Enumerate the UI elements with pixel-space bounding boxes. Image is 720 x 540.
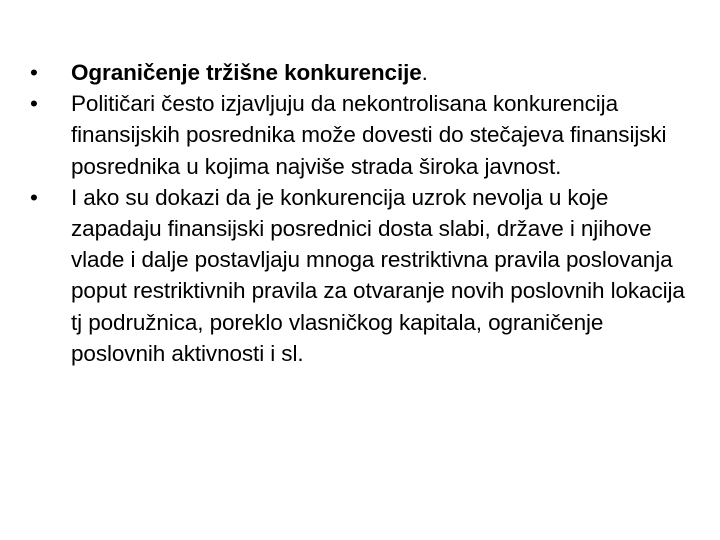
bullet-text: I ako su dokazi da je konkurencija uzrok nevolja u koje zapadaju finansijski posrednici dosta slabi, države i njihove vlade i dalje postavljaju mnoga restriktivna pravila poslovanja poput restriktivnih pravila za otvaranje novih poslovnih lokacija tj podružnica, poreklo vlasničkog kapitala, ograničenje poslovnih aktivnosti i sl. [71,184,685,366]
bullet-heading-punctuation: . [421,60,428,85]
bullet-text: Političari često izjavljuju da nekontrolisana konkurencija finansijskih posrednika može dovesti do stečajeva finansijski posrednika u kojima najviše strada široka javnost. [71,91,667,179]
bullet-item-evidence [30,182,690,369]
bullet-item-politicians [30,88,690,182]
bullet-marker: • [30,184,38,210]
bullet-list [30,57,690,369]
bullet-marker: • [30,91,38,117]
bullet-item-restriction-title [30,57,690,88]
bullet-heading: Ograničenje tržišne konkurencije [71,60,422,85]
bullet-marker: • [30,60,38,85]
